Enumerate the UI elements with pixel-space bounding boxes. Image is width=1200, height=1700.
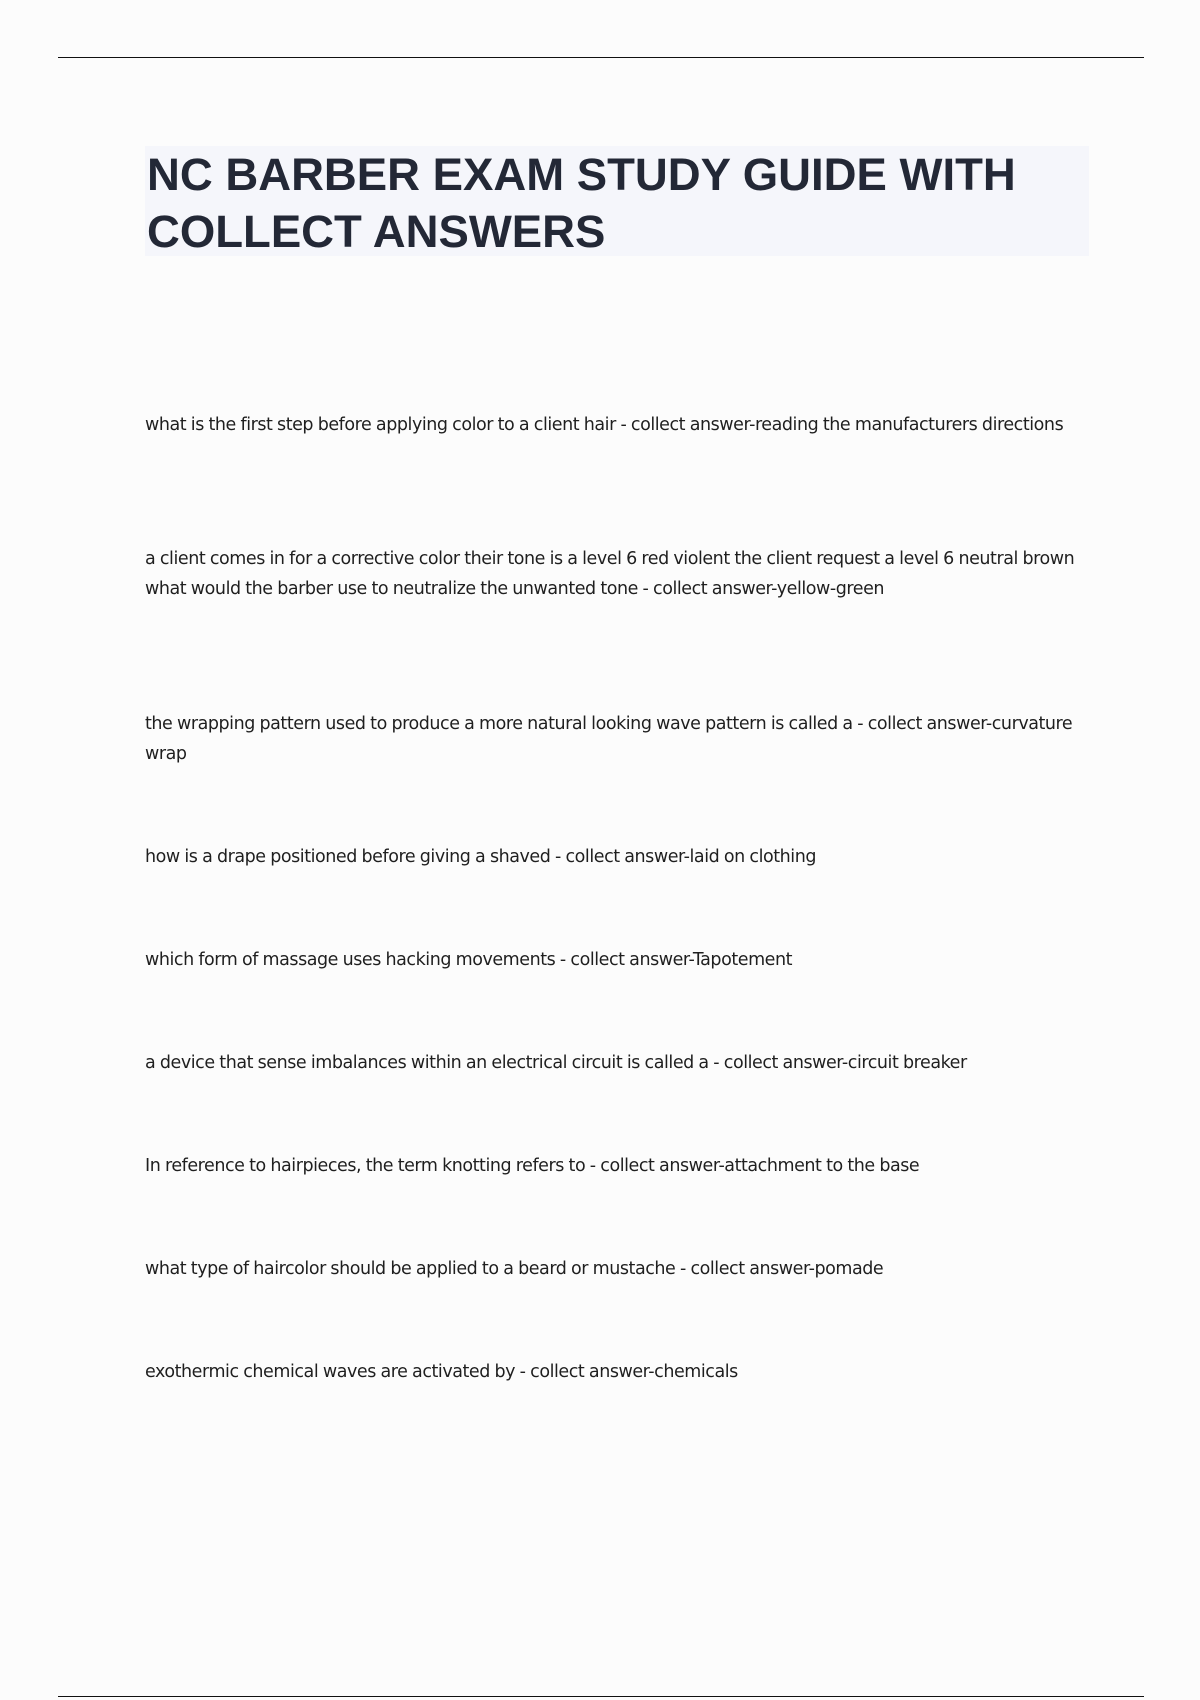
bottom-rule <box>58 1696 1144 1697</box>
qa-item-6: a device that sense imbalances within an electrical circuit is called a - collect answer-circuit breaker <box>145 1053 967 1073</box>
qa-item-9: exothermic chemical waves are activated by - collect answer-chemicals <box>145 1362 738 1382</box>
title-block <box>145 146 1089 256</box>
qa-item-4: how is a drape positioned before giving a shaved - collect answer-laid on clothing <box>145 847 816 867</box>
qa-item-8: what type of haircolor should be applied to a beard or mustache - collect answer-pomade <box>145 1259 884 1279</box>
qa-item-5: which form of massage uses hacking movements - collect answer-Tapotement <box>145 950 793 970</box>
document-title: NC BARBER EXAM STUDY GUIDE WITH COLLECT ANSWERS <box>147 149 1016 257</box>
qa-item-2: a client comes in for a corrective color their tone is a level 6 red violent the client request a level 6 neutral brown what would the barber use to neutralize the unwanted tone - collect answer-yellow-green <box>145 549 1075 599</box>
qa-item-1: what is the first step before applying color to a client hair - collect answer-reading the manufacturers directions <box>145 415 1064 435</box>
qa-item-7: In reference to hairpieces, the term knotting refers to - collect answer-attachment to the base <box>145 1156 920 1176</box>
qa-item-3: the wrapping pattern used to produce a more natural looking wave pattern is called a - collect answer-curvature wrap <box>145 714 1073 764</box>
top-rule <box>58 57 1144 58</box>
